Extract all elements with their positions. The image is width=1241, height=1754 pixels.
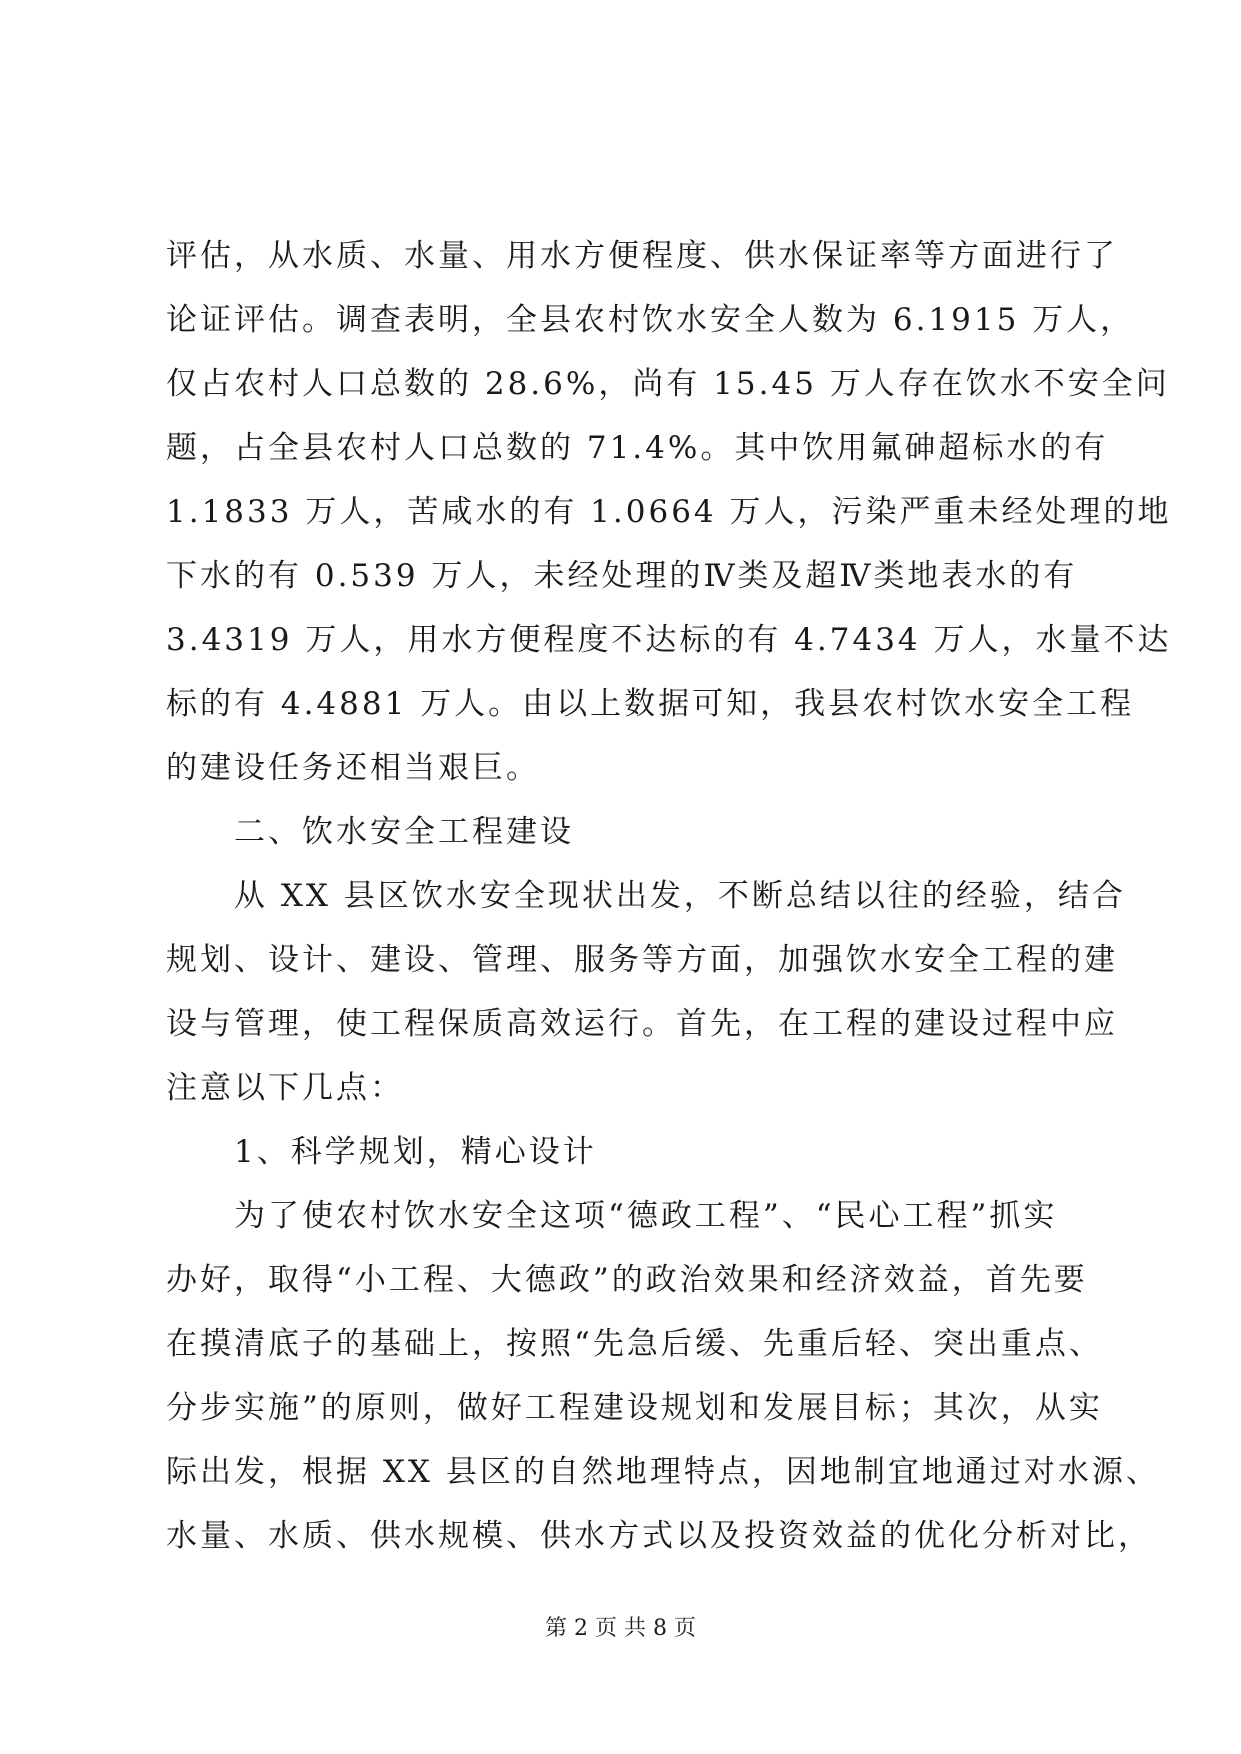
text-line: 1.1833 万人，苦咸水的有 1.0664 万人，污染严重未经处理的地 — [166, 494, 1172, 530]
subsection-heading: 1、科学规划，精心设计 — [234, 1134, 597, 1170]
text-line: 的建设任务还相当艰巨。 — [166, 750, 540, 786]
page-number-footer: 第 2 页 共 8 页 — [545, 1616, 696, 1641]
text-line: 论证评估。调查表明，全县农村饮水安全人数为 6.1915 万人， — [166, 302, 1135, 338]
text-line: 规划、设计、建设、管理、服务等方面，加强饮水安全工程的建 — [166, 942, 1118, 978]
text-line: 3.4319 万人，用水方便程度不达标的有 4.7434 万人，水量不达 — [166, 622, 1172, 658]
text-line: 标的有 4.4881 万人。由以上数据可知，我县农村饮水安全工程 — [166, 686, 1135, 722]
text-line: 际出发，根据 XX 县区的自然地理特点，因地制宜地通过对水源、 — [166, 1454, 1160, 1490]
text-line: 仅占农村人口总数的 28.6%，尚有 15.45 万人存在饮水不安全问 — [166, 366, 1170, 402]
text-line: 为了使农村饮水安全这项“德政工程”、“民心工程”抓实 — [234, 1198, 1058, 1234]
text-line: 题，占全县农村人口总数的 71.4%。其中饮用氟砷超标水的有 — [166, 430, 1109, 466]
text-line: 设与管理，使工程保质高效运行。首先，在工程的建设过程中应 — [166, 1006, 1118, 1042]
document-body — [166, 224, 1172, 1568]
text-line: 分步实施”的原则，做好工程建设规划和发展目标；其次，从实 — [166, 1390, 1103, 1426]
text-line: 办好，取得“小工程、大德政”的政治效果和经济效益，首先要 — [166, 1262, 1088, 1298]
text-line: 在摸清底子的基础上，按照“先急后缓、先重后轻、突出重点、 — [166, 1326, 1103, 1362]
section-heading: 二、饮水安全工程建设 — [234, 814, 574, 850]
text-line: 下水的有 0.539 万人，未经处理的Ⅳ类及超Ⅳ类地表水的有 — [166, 558, 1078, 594]
text-line: 注意以下几点： — [166, 1070, 404, 1106]
text-line: 水量、水质、供水规模、供水方式以及投资效益的优化分析对比， — [166, 1518, 1152, 1554]
text-line: 评估，从水质、水量、用水方便程度、供水保证率等方面进行了 — [166, 238, 1118, 274]
text-line: 从 XX 县区饮水安全现状出发，不断总结以往的经验，结合 — [234, 878, 1126, 914]
